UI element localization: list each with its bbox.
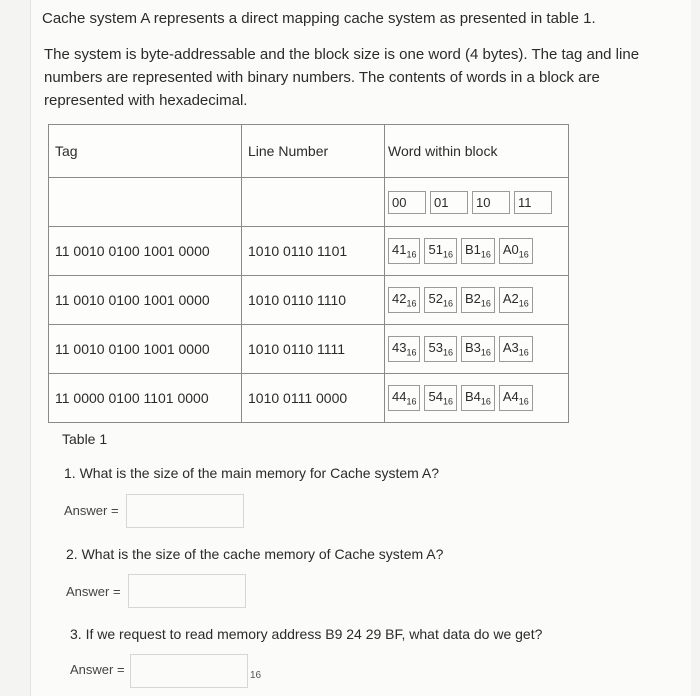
word-value: $A3_{16}$: [499, 336, 533, 362]
line-cell: 1010 0111 0000: [242, 374, 385, 423]
word-value: $B3_{16}$: [461, 336, 495, 362]
word-value: $42_{16}$: [388, 287, 420, 313]
word-offsets: [385, 178, 569, 227]
words-cell: [385, 276, 569, 325]
answer-input-2[interactable]: [128, 574, 246, 608]
answer-input-3[interactable]: [130, 654, 248, 688]
table-row: [49, 374, 569, 423]
cache-table: [48, 124, 569, 423]
word-value: $53_{16}$: [424, 336, 456, 362]
tag-cell: 11 0010 0100 1001 0000: [49, 276, 242, 325]
tag-cell: 11 0010 0100 1001 0000: [49, 325, 242, 374]
line-cell: 1010 0110 1111: [242, 325, 385, 374]
empty-cell: [49, 178, 242, 227]
intro-text-2: The system is byte-addressable and the block size is one word (4 bytes). The tag and line numbers are represented with binary numbers. The contents of words in a block are represented with hexadecimal.: [44, 46, 640, 109]
table-row: [49, 276, 569, 325]
question-3: 3. If we request to read memory address B9 24 29 BF, what data do we get?: [70, 626, 543, 642]
word-value: $A2_{16}$: [499, 287, 533, 313]
word-offset: 10: [472, 191, 510, 214]
word-value: $41_{16}$: [388, 238, 420, 264]
empty-cell: [242, 178, 385, 227]
header-word-label: Word within block: [388, 143, 498, 159]
word-offset: 11: [514, 191, 552, 214]
table-caption: Table 1: [62, 431, 108, 447]
tag-cell: 11 0000 0100 1101 0000: [49, 374, 242, 423]
word-offset: 00: [388, 191, 426, 214]
word-value: $43_{16}$: [388, 336, 420, 362]
word-offset: 01: [430, 191, 468, 214]
table-row: [49, 227, 569, 276]
answer-suffix-3: 16: [250, 670, 262, 681]
header-word-within-block: [385, 125, 569, 178]
line-cell: 1010 0110 1101: [242, 227, 385, 276]
word-value: $B1_{16}$: [461, 238, 495, 264]
words-cell: [385, 325, 569, 374]
word-value: $54_{16}$: [424, 385, 456, 411]
intro-text-1: Cache system A represents a direct mapping cache system as presented in table 1.: [42, 10, 596, 27]
line-cell: 1010 0110 1110: [242, 276, 385, 325]
header-line-number: Line Number: [242, 125, 385, 178]
header-tag: Tag: [49, 125, 242, 178]
question-1: 1. What is the size of the main memory for Cache system A?: [64, 465, 440, 481]
word-value: $B4_{16}$: [461, 385, 495, 411]
table-row: [49, 325, 569, 374]
word-value: $B2_{16}$: [461, 287, 495, 313]
answer-label-1: Answer =: [64, 503, 119, 518]
question-2: 2. What is the size of the cache memory of Cache system A?: [66, 546, 444, 562]
answer-label-2: Answer =: [66, 584, 121, 599]
tag-cell: 11 0010 0100 1001 0000: [49, 227, 242, 276]
answer-label-3: Answer =: [70, 662, 125, 677]
words-cell: [385, 227, 569, 276]
word-value: $A0_{16}$: [499, 238, 533, 264]
word-value: $A4_{16}$: [499, 385, 533, 411]
word-value: $44_{16}$: [388, 385, 420, 411]
word-value: $52_{16}$: [424, 287, 456, 313]
words-cell: [385, 374, 569, 423]
word-value: $51_{16}$: [424, 238, 456, 264]
answer-input-1[interactable]: [126, 494, 244, 528]
